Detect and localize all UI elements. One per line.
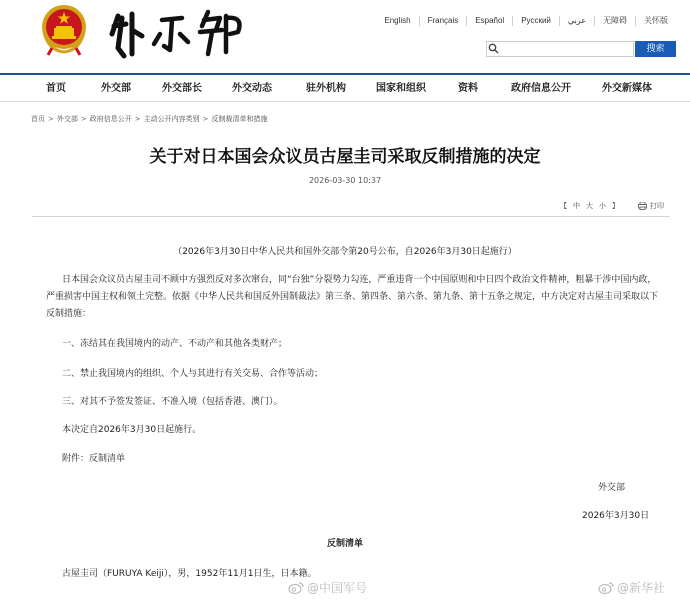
bracket-close: 】 (612, 202, 619, 210)
watermark-army (288, 579, 367, 596)
breadcrumb-gov-info[interactable]: 政府信息公开 (89, 115, 132, 123)
attachment-link[interactable]: 附件：反制清单 (62, 454, 126, 464)
ministry-calligraphy-logo[interactable] (104, 6, 254, 62)
font-size-small[interactable]: 小 (599, 202, 606, 210)
main-nav (0, 73, 690, 102)
measure-2: 二、禁止我国境内的组织、个人与其进行有关交易、合作等活动； (62, 369, 324, 379)
print-button[interactable] (638, 201, 664, 211)
nav-resources[interactable]: 资料 (458, 83, 478, 94)
bracket-open: 【 (560, 202, 567, 210)
decree-subtitle: （2026年3月30日中华人民共和国外交部令第20号公布，自2026年3月30日起施行） (173, 247, 517, 257)
signature-date: 2026年3月30日 (582, 511, 650, 521)
nav-home[interactable]: 首页 (46, 83, 66, 94)
watermark-xinhua (598, 579, 665, 596)
lang-french[interactable]: Français (419, 16, 467, 26)
measure-3: 三、对其不予签发签证、不准入境（包括香港、澳门）。 (62, 397, 283, 407)
print-label: 打印 (650, 202, 664, 210)
article-title: 关于对日本国会众议员古屋圭司采取反制措施的决定 (149, 147, 541, 167)
national-emblem-icon[interactable] (38, 2, 90, 56)
lang-arabic[interactable]: عربي (559, 16, 594, 26)
watermark-xinhua-text: @新华社 (617, 581, 666, 595)
font-size-medium[interactable]: 中 (573, 202, 580, 210)
care-version-link[interactable]: 关怀版 (635, 16, 676, 26)
lang-spanish[interactable]: Español (466, 16, 512, 26)
breadcrumb-home[interactable]: 首页 (31, 115, 45, 123)
search-input[interactable] (486, 41, 634, 57)
printer-icon (638, 202, 647, 210)
search-icon (488, 43, 499, 54)
breadcrumb-separator: > (80, 115, 87, 123)
breadcrumb-separator: > (202, 115, 209, 123)
font-size-control (560, 201, 619, 211)
breadcrumb-ministry[interactable]: 外交部 (56, 115, 78, 123)
nav-missions-abroad[interactable]: 驻外机构 (306, 83, 346, 94)
accessibility-link[interactable]: 无障碍 (594, 16, 635, 26)
lang-english[interactable]: English (384, 16, 411, 25)
breadcrumb-separator: > (134, 115, 141, 123)
effective-date-text: 本决定自2026年3月30日起施行。 (62, 425, 202, 435)
site-header (0, 0, 690, 72)
font-size-large[interactable]: 大 (586, 202, 593, 210)
article-divider (32, 216, 670, 217)
breadcrumb (31, 114, 268, 124)
weibo-icon (598, 581, 614, 595)
breadcrumb-current[interactable]: 反制裁清单和措施 (211, 115, 268, 123)
article-date: 2026-03-30 10:37 (308, 176, 382, 185)
breadcrumb-category[interactable]: 主动公开内容类别 (143, 115, 200, 123)
nav-minister[interactable]: 外交部长 (162, 83, 202, 94)
nav-diplomatic-news[interactable]: 外交动态 (232, 83, 272, 94)
measure-1: 一、冻结其在我国境内的动产、不动产和其他各类财产； (62, 339, 288, 349)
search-button[interactable]: 搜索 (635, 41, 676, 57)
sanction-list-title: 反制清单 (326, 539, 363, 549)
lang-russian[interactable]: Русский (512, 16, 559, 26)
nav-new-media[interactable]: 外交新媒体 (602, 83, 652, 94)
nav-countries-orgs[interactable]: 国家和组织 (376, 83, 426, 94)
decree-paragraph: 日本国会众议员古屋圭司不顾中方强烈反对多次窜台，同“台独”分裂势力勾连，严重违背一个中国原则和中日四个政治文件精神，粗暴干涉中国内政，严重损害中国主权和领土完整。依据《中华人民共和国反外国制裁法》第三条、第四条、第六条、第九条、第十五条之规定，中方决定对古屋圭司采取以下反制措施： (46, 275, 659, 319)
weibo-icon (288, 581, 304, 595)
nav-gov-info[interactable]: 政府信息公开 (511, 83, 571, 94)
language-bar (376, 14, 676, 28)
nav-ministry[interactable]: 外交部 (101, 83, 131, 94)
breadcrumb-separator: > (48, 115, 54, 123)
watermark-army-text: @中国军号 (307, 581, 368, 595)
signature: 外交部 (598, 483, 626, 493)
sanction-list-entry: 古屋圭司（FURUYA Keiji），男，1952年11月1日生，日本籍。 (62, 569, 317, 579)
